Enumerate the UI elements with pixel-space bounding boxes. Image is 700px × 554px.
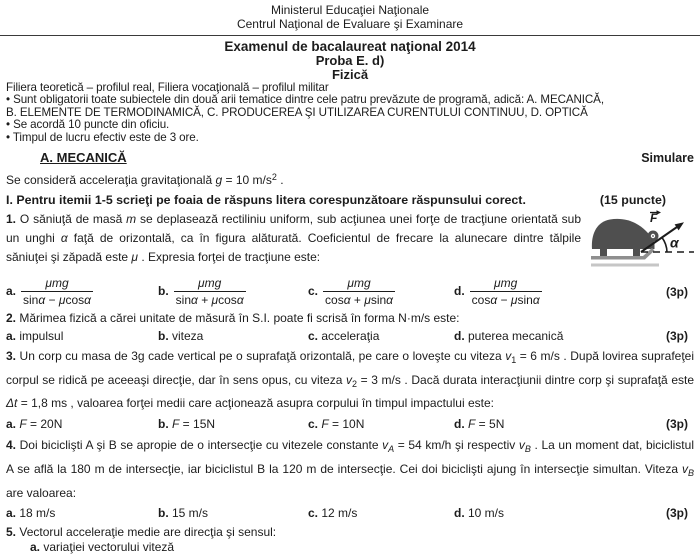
question-3	[6, 347, 694, 432]
q2-points: (3p)	[666, 329, 688, 344]
sled-foot-left	[600, 249, 607, 256]
sled-curl-dot	[652, 235, 654, 237]
sled-foot-right	[633, 249, 640, 256]
exam-title: Examenul de bacalaureat naţional 2014	[224, 39, 476, 54]
item1-points: (15 puncte)	[599, 193, 666, 208]
question-1	[6, 210, 694, 272]
section-row	[6, 150, 694, 165]
question-2	[6, 310, 694, 344]
q1-option-b-denominator: sinα + μcosα	[175, 293, 244, 308]
angle-label: α	[670, 234, 679, 251]
item1-instruction: I. Pentru itemii 1-5 scrieţi pe foaia de răspuns litera corespunzătoare răspunsului corect.	[6, 193, 526, 208]
question-2-options	[6, 328, 694, 344]
question-2-text: 2. Mărimea fizică a cărei unitate de măsură în S.I. poate fi scrisă în forma N·m/s este:	[6, 311, 460, 326]
q1-option-b-label: b.	[158, 283, 169, 298]
q3-option-a: a. F = 20N	[6, 416, 63, 431]
q1-option-d	[454, 276, 650, 307]
q2-option-d: d. puterea mecanică	[454, 329, 564, 344]
exam-proba: Proba E. d)	[315, 53, 385, 68]
q4-option-a: a. 18 m/s	[6, 505, 56, 520]
question-4-options	[6, 505, 694, 521]
q3-points: (3p)	[666, 416, 688, 431]
q1-option-a-numerator: μmg	[21, 276, 93, 292]
bullet-work-time: • Timpul de lucru efectiv este de 3 ore.	[6, 130, 199, 144]
filiera-line: Filiera teoretică – profilul real, Filiera vocaţională – profilul militar	[6, 81, 329, 94]
q4-option-b: b. 15 m/s	[158, 505, 209, 520]
q4-option-c: c. 12 m/s	[308, 505, 358, 520]
question-3-text: 3. Un corp cu masa de 3g cade vertical pe o suprafaţă orizontală, pe care o loveşte cu viteza $v_1 = 6$ m/s . După lovirea suprafeţei corpul se ridică pe aceeaşi direcţie, dar în sens opus, cu viteza $v_2 = 3$ m/s . Dacă durata interacţiunii dintre corp şi suprafaţă este Δt = 1,8 ms , valoarea forţei medii care acţionează asupra corpului în timpul impactului este:	[6, 349, 695, 411]
q1-option-a-denominator: sinα − μcosα	[23, 293, 91, 308]
evaluation-center-name: Centrul Naţional de Evaluare şi Examinare	[236, 16, 464, 31]
question-1-options	[6, 276, 694, 307]
question-3-options	[6, 416, 694, 432]
cutoff-partial-line: a. variaţiei vectorului viteză	[30, 539, 175, 554]
q1-option-d-denominator: cosα − μsinα	[471, 293, 540, 308]
q2-option-b: b. viteza	[158, 329, 204, 344]
ministry-name: Ministerul Educaţiei Naţionale	[270, 3, 430, 17]
ground-shadow	[591, 264, 659, 267]
q3-option-b: b. F = 15N	[158, 416, 216, 431]
bullet-subjects-line2: B. ELEMENTE DE TERMODINAMICĂ, C. PRODUCEREA ŞI UTILIZAREA CURENTULUI CONTINUU, D. OPTICĂ	[6, 105, 588, 119]
q1-option-c-numerator: μmg	[323, 276, 395, 292]
question-4	[6, 435, 694, 521]
q3-option-c: c. F = 10N	[308, 416, 365, 431]
sled-body	[592, 219, 655, 249]
angle-arc	[662, 238, 667, 253]
force-label: F	[650, 211, 658, 226]
q1-points: (3p)	[666, 284, 688, 299]
q2-option-a: a. impulsul	[6, 329, 64, 344]
question-5-text: 5. Vectorul acceleraţie medie are direcţia şi sensul:	[6, 524, 277, 539]
header-divider	[0, 35, 700, 36]
question-1-text: 1. O săniuţă de masă m se deplasează rectiliniu uniform, sub acţiunea unei forţe de tracţiune orientată sub un unghi α faţă de orizontală, ca în figura alăturată. Coeficientul de frecare la alunecare dintre tălpile săniuţei şi zăpadă este μ . Expresia forţei de tracţiune este:	[6, 212, 582, 265]
variant-label: Simulare	[641, 151, 694, 166]
title-block	[6, 39, 694, 82]
bullet-subjects-line1: • Sunt obligatorii toate subiectele din două arii tematice dintre cele patru prevăzute de programă, adică: A. MECANICĂ,	[6, 93, 604, 107]
q2-option-c: c. acceleraţia	[308, 329, 380, 344]
q4-points: (3p)	[666, 505, 688, 520]
bullet-office-points: • Se acordă 10 puncte din oficiu.	[6, 118, 170, 132]
q3-option-d: d. F = 5N	[454, 416, 505, 431]
gravity-statement: Se consideră acceleraţia gravitaţională g = 10 $m/s^2$ .	[6, 172, 284, 188]
q1-option-c-denominator: cosα + μsinα	[325, 293, 393, 308]
document-header	[6, 4, 694, 31]
exam-subject: Fizică	[331, 67, 369, 82]
preamble	[6, 82, 694, 144]
q1-option-a-label: a.	[6, 283, 17, 298]
q1-option-d-numerator: μmg	[470, 276, 542, 292]
section-title: A. MECANICĂ	[40, 150, 127, 166]
sled-figure	[591, 210, 694, 270]
question-4-text: 4. Doi biciclişti A şi B se apropie de o intersecţie cu vitezele constante $v_A = 54$ km/h şi respectiv $v_B$ . La un moment dat, biciclistul A se află la 180 m de intersecţie, iar biciclistul B la 120 m de intersecţie. Cei doi biciclişti ajung în intersecţie simultan. Viteza $v_B$ are valoarea:	[6, 437, 694, 500]
q1-option-d-label: d.	[454, 283, 465, 298]
q1-option-c-label: c.	[308, 283, 319, 298]
q1-option-a	[6, 276, 158, 307]
q1-option-b	[158, 276, 308, 307]
force-arrow-head	[675, 222, 684, 230]
q1-option-c	[308, 276, 454, 307]
q1-option-b-numerator: μmg	[174, 276, 246, 292]
q4-option-d: d. 10 m/s	[454, 505, 505, 520]
item1-header	[6, 193, 694, 208]
